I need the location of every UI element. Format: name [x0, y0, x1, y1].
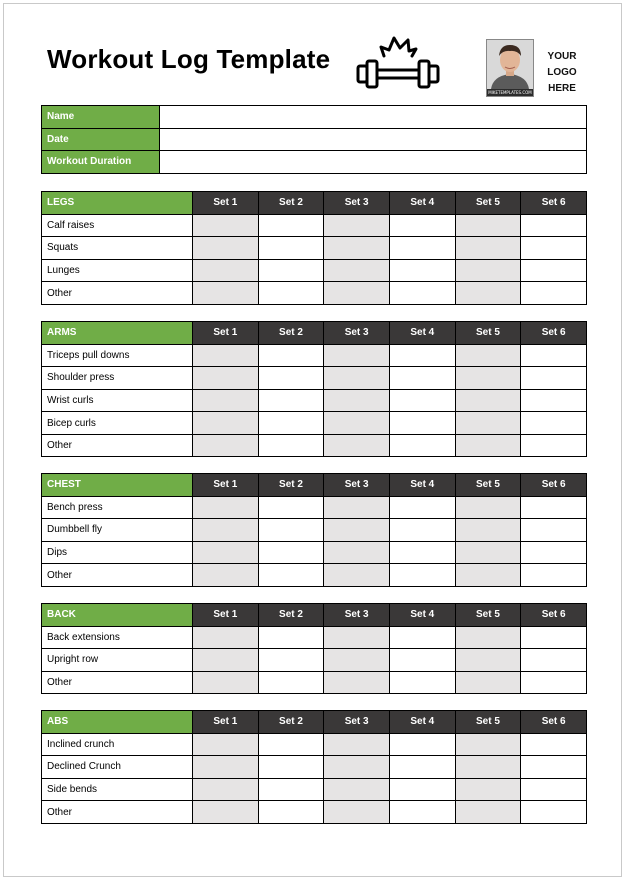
set-entry-cell[interactable]: [193, 778, 259, 801]
logo-line: HERE: [548, 83, 576, 94]
set-entry-cell[interactable]: [455, 541, 521, 564]
section-table-chest: [41, 473, 587, 587]
exercise-row: [42, 237, 587, 260]
set-entry-cell[interactable]: [324, 671, 390, 694]
exercise-row: [42, 801, 587, 824]
set-entry-cell[interactable]: [389, 237, 455, 260]
set-entry-cell[interactable]: [521, 649, 587, 672]
set-entry-cell[interactable]: [521, 756, 587, 779]
set-header: Set 6: [521, 604, 587, 627]
exercise-name: Other: [42, 671, 193, 694]
exercise-name: Upright row: [42, 649, 193, 672]
set-entry-cell[interactable]: [521, 778, 587, 801]
section-header-row: [42, 474, 587, 497]
set-header: Set 2: [258, 322, 324, 345]
set-entry-cell[interactable]: [389, 541, 455, 564]
page-title: Workout Log Template: [47, 44, 331, 74]
set-entry-cell[interactable]: [389, 259, 455, 282]
set-entry-cell[interactable]: [258, 412, 324, 435]
set-entry-cell[interactable]: [258, 519, 324, 542]
exercise-name: Squats: [42, 237, 193, 260]
exercise-row: [42, 434, 587, 457]
set-entry-cell[interactable]: [324, 801, 390, 824]
exercise-row: [42, 259, 587, 282]
set-header: Set 4: [389, 322, 455, 345]
set-header: Set 5: [455, 322, 521, 345]
exercise-name: Other: [42, 434, 193, 457]
set-entry-cell[interactable]: [389, 496, 455, 519]
set-header: Set 3: [324, 711, 390, 734]
info-label: Name: [42, 106, 160, 129]
set-entry-cell[interactable]: [193, 801, 259, 824]
set-entry-cell[interactable]: [193, 214, 259, 237]
logo-line: LOGO: [547, 67, 577, 78]
set-header: Set 4: [389, 192, 455, 215]
set-entry-cell[interactable]: [258, 626, 324, 649]
exercise-row: [42, 519, 587, 542]
set-entry-cell[interactable]: [258, 756, 324, 779]
set-entry-cell[interactable]: [389, 282, 455, 305]
exercise-row: [42, 282, 587, 305]
workout-duration-field[interactable]: [160, 151, 587, 174]
set-entry-cell[interactable]: [258, 801, 324, 824]
set-entry-cell[interactable]: [521, 259, 587, 282]
set-entry-cell[interactable]: [193, 649, 259, 672]
set-entry-cell[interactable]: [455, 733, 521, 756]
exercise-row: [42, 626, 587, 649]
exercise-name: Dumbbell fly: [42, 519, 193, 542]
set-entry-cell[interactable]: [389, 434, 455, 457]
exercise-row: [42, 564, 587, 587]
set-entry-cell[interactable]: [193, 671, 259, 694]
set-entry-cell[interactable]: [455, 778, 521, 801]
exercise-name: Bicep curls: [42, 412, 193, 435]
set-entry-cell[interactable]: [389, 564, 455, 587]
exercise-name: Inclined crunch: [42, 733, 193, 756]
set-entry-cell[interactable]: [258, 344, 324, 367]
set-header: Set 4: [389, 711, 455, 734]
name-field[interactable]: [160, 106, 587, 129]
set-header: Set 5: [455, 604, 521, 627]
info-row: [42, 151, 587, 174]
set-entry-cell[interactable]: [324, 649, 390, 672]
set-header: Set 3: [324, 604, 390, 627]
set-entry-cell[interactable]: [258, 389, 324, 412]
set-entry-cell[interactable]: [455, 496, 521, 519]
set-entry-cell[interactable]: [521, 496, 587, 519]
set-entry-cell[interactable]: [324, 496, 390, 519]
set-header: Set 1: [193, 711, 259, 734]
set-entry-cell[interactable]: [521, 214, 587, 237]
set-entry-cell[interactable]: [193, 389, 259, 412]
set-header: Set 3: [324, 322, 390, 345]
set-entry-cell[interactable]: [324, 541, 390, 564]
set-header: Set 6: [521, 192, 587, 215]
set-header: Set 2: [258, 192, 324, 215]
set-entry-cell[interactable]: [258, 259, 324, 282]
set-entry-cell[interactable]: [193, 733, 259, 756]
set-entry-cell[interactable]: [193, 259, 259, 282]
set-header: Set 2: [258, 604, 324, 627]
exercise-row: [42, 541, 587, 564]
set-entry-cell[interactable]: [324, 259, 390, 282]
set-entry-cell[interactable]: [389, 412, 455, 435]
set-entry-cell[interactable]: [193, 564, 259, 587]
set-entry-cell[interactable]: [521, 519, 587, 542]
set-header: Set 1: [193, 604, 259, 627]
set-entry-cell[interactable]: [193, 756, 259, 779]
set-entry-cell[interactable]: [389, 649, 455, 672]
set-entry-cell[interactable]: [521, 801, 587, 824]
set-entry-cell[interactable]: [193, 541, 259, 564]
set-entry-cell[interactable]: [521, 564, 587, 587]
section-table-back: [41, 603, 587, 694]
info-row: [42, 128, 587, 151]
set-entry-cell[interactable]: [193, 434, 259, 457]
set-entry-cell[interactable]: [324, 434, 390, 457]
set-header: Set 5: [455, 192, 521, 215]
set-entry-cell[interactable]: [455, 649, 521, 672]
section-header-row: [42, 711, 587, 734]
set-entry-cell[interactable]: [455, 344, 521, 367]
set-entry-cell[interactable]: [258, 237, 324, 260]
set-entry-cell[interactable]: [521, 282, 587, 305]
set-entry-cell[interactable]: [258, 434, 324, 457]
set-entry-cell[interactable]: [193, 344, 259, 367]
set-entry-cell[interactable]: [324, 344, 390, 367]
dumbbell-icon: [354, 32, 442, 94]
exercise-name: Lunges: [42, 259, 193, 282]
section-header-row: [42, 322, 587, 345]
set-entry-cell[interactable]: [455, 389, 521, 412]
exercise-name: Other: [42, 282, 193, 305]
set-entry-cell[interactable]: [389, 626, 455, 649]
category-label: LEGS: [42, 192, 193, 215]
set-entry-cell[interactable]: [324, 214, 390, 237]
exercise-row: [42, 412, 587, 435]
set-header: Set 1: [193, 474, 259, 497]
set-entry-cell[interactable]: [324, 389, 390, 412]
exercise-row: [42, 214, 587, 237]
set-entry-cell[interactable]: [455, 671, 521, 694]
person-photo-icon: [487, 40, 533, 89]
exercise-row: [42, 671, 587, 694]
set-entry-cell[interactable]: [258, 496, 324, 519]
set-entry-cell[interactable]: [193, 519, 259, 542]
set-entry-cell[interactable]: [521, 626, 587, 649]
set-header: Set 1: [193, 322, 259, 345]
exercise-name: Other: [42, 564, 193, 587]
category-label: ARMS: [42, 322, 193, 345]
set-entry-cell[interactable]: [455, 519, 521, 542]
set-entry-cell[interactable]: [389, 671, 455, 694]
section-header-row: [42, 604, 587, 627]
logo-line: YOUR: [547, 51, 577, 62]
set-entry-cell[interactable]: [455, 367, 521, 390]
exercise-name: Wrist curls: [42, 389, 193, 412]
exercise-row: [42, 367, 587, 390]
set-entry-cell[interactable]: [521, 733, 587, 756]
set-entry-cell[interactable]: [389, 733, 455, 756]
exercise-row: [42, 389, 587, 412]
set-entry-cell[interactable]: [258, 367, 324, 390]
set-entry-cell[interactable]: [389, 519, 455, 542]
set-entry-cell[interactable]: [389, 389, 455, 412]
exercise-name: Dips: [42, 541, 193, 564]
set-entry-cell[interactable]: [193, 237, 259, 260]
set-entry-cell[interactable]: [521, 237, 587, 260]
set-header: Set 2: [258, 711, 324, 734]
set-entry-cell[interactable]: [258, 778, 324, 801]
set-entry-cell[interactable]: [455, 434, 521, 457]
category-label: ABS: [42, 711, 193, 734]
set-entry-cell[interactable]: [521, 344, 587, 367]
set-entry-cell[interactable]: [324, 626, 390, 649]
section-table-arms: [41, 321, 587, 457]
set-header: Set 1: [193, 192, 259, 215]
set-entry-cell[interactable]: [455, 214, 521, 237]
set-entry-cell[interactable]: [193, 626, 259, 649]
set-entry-cell[interactable]: [258, 541, 324, 564]
set-header: Set 5: [455, 474, 521, 497]
exercise-row: [42, 344, 587, 367]
category-label: CHEST: [42, 474, 193, 497]
info-label: Date: [42, 128, 160, 151]
set-entry-cell[interactable]: [521, 367, 587, 390]
exercise-name: Side bends: [42, 778, 193, 801]
set-entry-cell[interactable]: [521, 434, 587, 457]
section-table-abs: [41, 710, 587, 824]
photo-caption: MIKETEMPLATES.COM: [488, 90, 532, 95]
set-entry-cell[interactable]: [455, 626, 521, 649]
set-entry-cell[interactable]: [324, 412, 390, 435]
set-entry-cell[interactable]: [324, 282, 390, 305]
set-entry-cell[interactable]: [258, 214, 324, 237]
set-entry-cell[interactable]: [258, 671, 324, 694]
set-entry-cell[interactable]: [389, 778, 455, 801]
exercise-row: [42, 756, 587, 779]
set-entry-cell[interactable]: [324, 564, 390, 587]
section-table-legs: [41, 191, 587, 305]
set-header: Set 2: [258, 474, 324, 497]
set-entry-cell[interactable]: [258, 733, 324, 756]
exercise-row: [42, 496, 587, 519]
set-header: Set 6: [521, 474, 587, 497]
exercise-name: Declined Crunch: [42, 756, 193, 779]
set-entry-cell[interactable]: [521, 412, 587, 435]
section-header-row: [42, 192, 587, 215]
set-header: Set 6: [521, 711, 587, 734]
exercise-row: [42, 733, 587, 756]
set-header: Set 5: [455, 711, 521, 734]
exercise-name: Shoulder press: [42, 367, 193, 390]
set-entry-cell[interactable]: [324, 519, 390, 542]
set-header: Set 6: [521, 322, 587, 345]
exercise-row: [42, 778, 587, 801]
set-entry-cell[interactable]: [258, 649, 324, 672]
set-entry-cell[interactable]: [455, 412, 521, 435]
set-entry-cell[interactable]: [455, 801, 521, 824]
set-entry-cell[interactable]: [193, 412, 259, 435]
set-entry-cell[interactable]: [324, 733, 390, 756]
set-entry-cell[interactable]: [258, 282, 324, 305]
exercise-name: Back extensions: [42, 626, 193, 649]
info-table: [41, 105, 587, 174]
set-entry-cell[interactable]: [193, 282, 259, 305]
info-label: Workout Duration: [42, 151, 160, 174]
set-entry-cell[interactable]: [324, 778, 390, 801]
exercise-name: Calf raises: [42, 214, 193, 237]
set-header: Set 4: [389, 604, 455, 627]
set-entry-cell[interactable]: [455, 564, 521, 587]
set-entry-cell[interactable]: [389, 801, 455, 824]
set-entry-cell[interactable]: [324, 237, 390, 260]
set-entry-cell[interactable]: [455, 756, 521, 779]
set-entry-cell[interactable]: [389, 756, 455, 779]
exercise-name: Bench press: [42, 496, 193, 519]
category-label: BACK: [42, 604, 193, 627]
exercise-name: Other: [42, 801, 193, 824]
set-header: Set 3: [324, 192, 390, 215]
info-row: [42, 106, 587, 129]
set-entry-cell[interactable]: [389, 367, 455, 390]
set-entry-cell[interactable]: [389, 344, 455, 367]
exercise-name: Triceps pull downs: [42, 344, 193, 367]
logo-photo: [486, 39, 534, 97]
date-field[interactable]: [160, 128, 587, 151]
set-entry-cell[interactable]: [455, 237, 521, 260]
set-entry-cell[interactable]: [521, 389, 587, 412]
set-entry-cell[interactable]: [193, 496, 259, 519]
set-header: Set 4: [389, 474, 455, 497]
set-entry-cell[interactable]: [455, 282, 521, 305]
set-entry-cell[interactable]: [193, 367, 259, 390]
set-entry-cell[interactable]: [258, 564, 324, 587]
set-entry-cell[interactable]: [521, 671, 587, 694]
set-entry-cell[interactable]: [324, 367, 390, 390]
set-entry-cell[interactable]: [324, 756, 390, 779]
logo-placeholder: [543, 49, 581, 97]
set-entry-cell[interactable]: [389, 214, 455, 237]
set-entry-cell[interactable]: [455, 259, 521, 282]
exercise-row: [42, 649, 587, 672]
set-entry-cell[interactable]: [521, 541, 587, 564]
set-header: Set 3: [324, 474, 390, 497]
